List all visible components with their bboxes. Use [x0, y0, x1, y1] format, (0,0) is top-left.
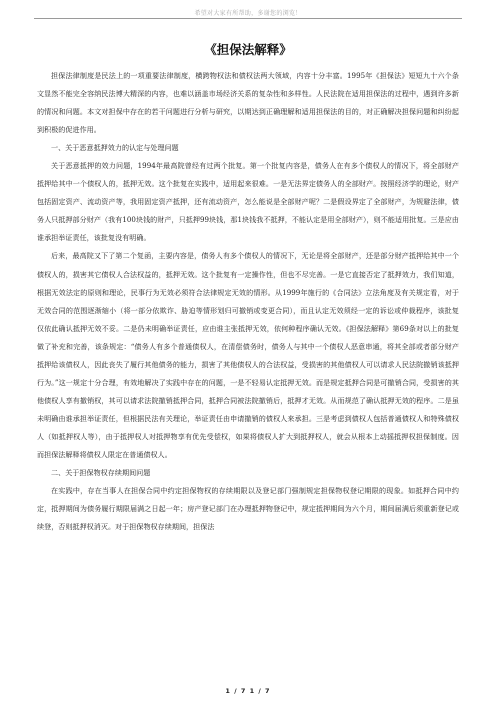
body-paragraph: 后来，最高院又下了第二个复函，主要内容是，债务人有多个债权人的情况下，无论是将全部财产，还是部分财产抵押给其中一个债权人的，损害其它债权人合法权益的，抵押无效。这个批复有一定操作性，但也不尽完善。一是它直接否定了抵押效力，我们知道，根据无效法定的原则和理论，民事行为无效必须符合法律规定无效的情形。从1999年施行的《合同法》立法角度及有关规定看，对于无效合同的范围逐渐缩小（将一部分依欺诈、胁迫等情形划归可撤销或变更合同），而且认定无效须经一定的诉讼或仲裁程序，该批复仅依此确认抵押无效不妥。二是仍未明确举证责任，应由谁主张抵押无效，依何种程序确认无效。《担保法解释》第69条对以上的批复做了补充和完善，该条规定：“债务人有多个普通债权人，在清偿债务时，债务人与其中一个债权人恶意串通，将其全部或者部分财产抵押给该债权人，因此丧失了履行其他债务的能力，损害了其他债权人的合法权益，受损害的其他债权人可以请求人民法院撤销该抵押行为。”这一规定十分合理，有效地解决了实践中存在的问题，一是不轻易认定抵押无效。而是规定抵押合同是可撤销合同，受损害的其他债权人享有撤销权，其可以请求法院撤销抵押合同，抵押合同被法院撤销后，抵押才无效。从而规范了确认抵押无效的程序。二是虽未明确由谁承担举证责任，但根据民法有关理论，举证责任由申请撤销的债权人来承担。三是考虑到债权人包括普通债权人和特殊债权人（如抵押权人等），由于抵押权人对抵押物享有优先受偿权，如果将债权人扩大到抵押权人，就会从根本上动摇抵押权担保制度。因而担保法解释将债权人限定在普通债权人。 [37, 251, 459, 459]
section-heading-2: 二、关于担保物权存续期间问题 [51, 468, 151, 478]
section-heading-1: 一、关于恶意抵押效力的认定与处理问题 [51, 143, 179, 153]
page-number: 1 / 7 1 / 7 [225, 687, 271, 695]
body-paragraph: 关于恶意抵押的效力问题，1994年最高院曾经有过两个批复。第一个批复内容是，债务人在有多个债权人的情况下，将全部财产抵押给其中一个债权人的，抵押无效。这个批复在实践中，适用起来很难。一是无法界定债务人的全部财产。按照经济学的理论，财产包括固定资产、流动资产等，我用固定资产抵押，还有流动资产，怎么能说是全部财产呢？二是假设界定了全部财产，为规避法律，债务人只抵押部分财产（我有100块钱的财产，只抵押99块钱，那1块钱我不抵押，不能认定是用全部财产），则不能适用批复。三是应由谁承担举证责任，该批复没有明确。 [37, 161, 459, 243]
header-divider [34, 18, 462, 19]
document-title: 《担保法解释》 [204, 42, 292, 57]
intro-paragraph: 担保法律制度是民法上的一项重要法律制度，横跨物权法和债权法两大领域，内容十分丰富。1995年《担保法》短短九十六个条文显然不能完全容纳民法博大精深的内容，也难以涵盖市场经济关系的复杂性和多样性。人民法院在适用担保法的过程中，遇到许多新的情况和问题。本文对担保中存在的若干问题进行分析与研究，以期达到正确理解和适用担保法的目的，对正确解决担保问题和纠纷起到积极的促进作用。 [37, 71, 459, 135]
document-body [37, 67, 459, 536]
header-note: 希望对大家有所帮助，多谢您的浏览！ [194, 10, 302, 17]
body-paragraph: 在实践中，存在当事人在担保合同中约定担保物权的存续期限以及登记部门强制规定担保物权登记期限的现象。如抵押合同中约定，抵押期间为债务履行期限届满之日起一年；房产登记部门在办理抵押物登记中，规定抵押期间为六个月，期间届满后须重新登记或续登，否则抵押权消灭。对于担保物权存续期间，担保法 [37, 486, 459, 532]
